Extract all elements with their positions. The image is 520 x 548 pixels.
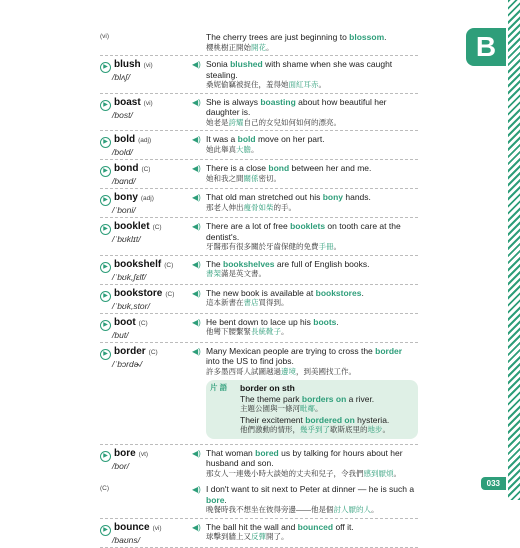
part-of-speech: (C) xyxy=(152,224,162,231)
headword: bounce xyxy=(114,521,150,533)
speaker-icon[interactable]: ◀) xyxy=(192,60,201,69)
speaker-icon[interactable]: ◀) xyxy=(192,259,201,269)
example-sentence: That old man stretched out his bony hands. xyxy=(206,192,371,202)
speaker-icon[interactable]: ◀) xyxy=(192,164,201,173)
example-sentence: There are a lot of free booklets on tooth care at the dentist's. xyxy=(206,221,401,242)
phrase-label: 片 語 xyxy=(210,383,228,392)
entry-booklet xyxy=(100,218,418,256)
entry-bounce xyxy=(100,519,418,548)
headword: boast xyxy=(114,96,141,108)
example-sentence: She is always boasting about how beautiful her daughter is. xyxy=(206,96,387,117)
speaker-icon[interactable]: ◀) xyxy=(192,346,201,356)
headword: bold xyxy=(114,134,136,145)
pronunciation: /ˈbɔrdɚ/ xyxy=(112,358,143,369)
speaker-icon[interactable]: ◀) xyxy=(192,222,201,231)
entry-bony xyxy=(100,189,418,218)
pronunciation: /but/ xyxy=(112,329,129,340)
example-sentence: Sonia blushed with shame when she was caught stealing. xyxy=(206,59,393,80)
play-audio-icon[interactable]: ▶ xyxy=(100,166,111,177)
part-of-speech: (C) xyxy=(165,290,175,298)
part-of-speech: (vi) xyxy=(152,524,162,532)
example-sentence: There is a close bond between her and me. xyxy=(206,163,372,173)
pronunciation: /bɑnd/ xyxy=(112,176,136,186)
speaker-icon[interactable]: ◀) xyxy=(192,522,201,532)
translation: 他彎下腰繫緊長統靴子。 xyxy=(206,327,289,336)
section-letter-tab: B xyxy=(466,28,506,66)
headword: boot xyxy=(114,316,136,328)
headword: bookshelf xyxy=(114,258,162,270)
part-of-speech: (vi) xyxy=(100,33,110,40)
headword: bookstore xyxy=(114,287,163,299)
play-audio-icon[interactable]: ▶ xyxy=(100,320,111,331)
translation: 那老人伸出瘦骨如柴的手。 xyxy=(206,202,296,212)
example-sentence: The cherry trees are just beginning to blossom. xyxy=(206,32,387,42)
play-audio-icon[interactable]: ▶ xyxy=(100,349,111,360)
pronunciation: /ˈbʊk,stor/ xyxy=(112,300,150,311)
headword: border xyxy=(114,345,146,357)
entry-blush xyxy=(100,56,418,94)
entry-blossom xyxy=(100,22,418,56)
pronunciation: /ˈbʊklɪt/ xyxy=(112,234,141,244)
part-of-speech: (vi) xyxy=(143,99,153,107)
play-audio-icon[interactable]: ▶ xyxy=(100,291,111,302)
part-of-speech: (C) xyxy=(138,319,148,327)
example-sentence: The new book is available at bookstores. xyxy=(206,287,364,298)
phrase-example: Their excitement bordered on hysteria. xyxy=(240,414,390,425)
example-sentence: That woman bored us by talking for hours about her husband and son. xyxy=(206,447,403,468)
play-audio-icon[interactable]: ▶ xyxy=(100,195,111,206)
example-sentence: The bookshelves are full of English books. xyxy=(206,258,370,269)
side-stripe xyxy=(508,0,520,500)
play-audio-icon[interactable]: ▶ xyxy=(100,137,111,148)
speaker-icon[interactable]: ◀) xyxy=(192,448,201,458)
translation: 桑妮偷竊被捉住，羞得她面紅耳赤。 xyxy=(206,80,326,89)
example-sentence: Many Mexican people are trying to cross the border into the US to find jobs. xyxy=(206,345,403,366)
pronunciation: /ˈbʊk,ʃɛlf/ xyxy=(112,271,147,282)
headword: booklet xyxy=(114,221,150,232)
part-of-speech: (C) xyxy=(164,261,174,269)
translation: 櫻桃樹正開始開花。 xyxy=(206,42,274,52)
translation: 書架滿是英文書。 xyxy=(206,269,266,278)
example-sentence: The ball hit the wall and bounced off it. xyxy=(206,521,354,532)
part-of-speech: (vt) xyxy=(138,450,149,458)
pronunciation: /blʌʃ/ xyxy=(112,72,131,82)
play-audio-icon[interactable]: ▶ xyxy=(100,100,111,111)
speaker-icon[interactable]: ◀) xyxy=(192,485,201,494)
translation: 她此舉真大膽。 xyxy=(206,144,259,154)
phrase-translation: 主題公園與一條河毗鄰。 xyxy=(240,404,323,413)
part-of-speech: (adj) xyxy=(140,195,154,202)
play-audio-icon[interactable]: ▶ xyxy=(100,62,111,73)
phrase-title: border on sth xyxy=(240,383,295,393)
translation: 這本新書在書店買得到。 xyxy=(206,298,289,307)
speaker-icon[interactable]: ◀) xyxy=(192,97,201,107)
play-audio-icon[interactable]: ▶ xyxy=(100,525,111,536)
speaker-icon[interactable]: ◀) xyxy=(192,317,201,327)
entry-boast xyxy=(100,94,418,132)
pronunciation: /ˈboni/ xyxy=(112,205,136,215)
headword: bore xyxy=(114,447,136,459)
translation: 球擊到牆上又反彈開了。 xyxy=(206,532,289,541)
phrase-translation: 他們激動的情形，幾乎到了歇斯底里的地步。 xyxy=(240,425,390,434)
example-sentence: It was a bold move on her part. xyxy=(206,134,325,144)
part-of-speech: (C) xyxy=(141,166,151,173)
play-audio-icon[interactable]: ▶ xyxy=(100,224,111,235)
translation: 晚餐時我不想坐在彼得旁邊——他是個討人厭的人。 xyxy=(206,505,379,514)
headword: bony xyxy=(114,192,138,203)
translation: 許多墨西哥人試圖越過邊境，到美國找工作。 xyxy=(206,366,356,376)
translation: 那女人一連幾小時大談她的丈夫和兒子，令我們感到厭煩。 xyxy=(206,468,401,478)
play-audio-icon[interactable]: ▶ xyxy=(100,262,111,273)
translation: 她和我之間關係密切。 xyxy=(206,173,281,183)
pronunciation: /baʊns/ xyxy=(112,534,140,545)
speaker-icon[interactable]: ◀) xyxy=(192,193,201,202)
pronunciation: /bor/ xyxy=(112,460,130,471)
pronunciation: /bost/ xyxy=(112,109,133,120)
part-of-speech: (C) xyxy=(100,485,110,492)
entry-bold xyxy=(100,131,418,160)
example-sentence: I don't want to sit next to Peter at dinner — he is such a bore. xyxy=(206,484,415,505)
translation: 牙醫那有很多關於牙齒保健的免費手冊。 xyxy=(206,242,341,251)
example-sentence: He bent down to lace up his boots. xyxy=(206,316,339,327)
part-of-speech: (C) xyxy=(148,348,158,356)
part-of-speech: (adj) xyxy=(138,137,152,144)
speaker-icon[interactable]: ◀) xyxy=(192,135,201,144)
phrase-example: The theme park borders on a river. xyxy=(240,393,375,404)
entry-bookstore xyxy=(100,285,418,314)
dictionary-entries xyxy=(100,22,418,548)
translation: 她老是誇耀自己的女兒如何如何的漂亮。 xyxy=(206,117,341,127)
speaker-icon[interactable]: ◀) xyxy=(192,288,201,298)
play-audio-icon[interactable]: ▶ xyxy=(100,451,111,462)
headword: blush xyxy=(114,59,141,70)
entry-bond xyxy=(100,160,418,189)
entry-border xyxy=(100,343,418,445)
page-number: 033 xyxy=(481,477,506,490)
headword: bond xyxy=(114,163,139,174)
part-of-speech: (vi) xyxy=(143,62,153,69)
pronunciation: /bold/ xyxy=(112,147,133,157)
entry-bore xyxy=(100,445,418,482)
entry-bookshelf xyxy=(100,256,418,285)
phrase-box xyxy=(206,380,418,439)
entry-boot xyxy=(100,314,418,343)
